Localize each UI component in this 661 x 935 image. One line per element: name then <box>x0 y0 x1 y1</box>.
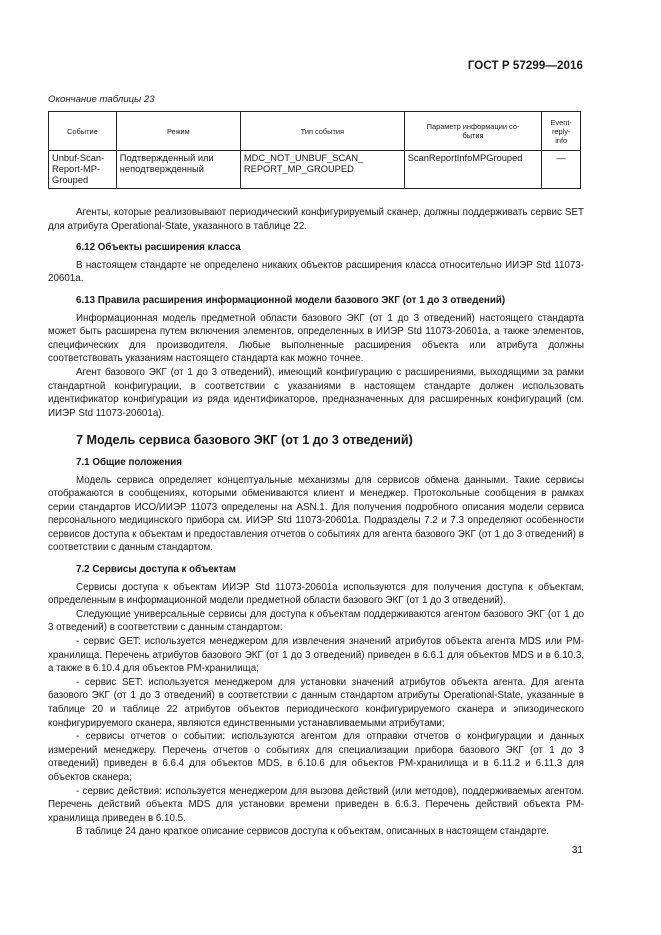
section-heading-6-12: 6.12 Объекты расширения класса <box>76 242 241 254</box>
table-cell: Подтвержденный или неподтвержденный <box>116 151 240 189</box>
col-header-reply-info: Event- reply- info <box>542 112 581 151</box>
standard-header: ГОСТ Р 57299—2016 <box>467 60 583 72</box>
list-item: - сервисы отчетов о событии: используются агентом для отправки отчетов о конфигурации и данных измерений менеджеру. Перечень отчетов о событиях для специализации прибора базового ЭКГ (от 1 до 3 отведений) приведен в 6.6.4 для объектов MDS, в 6.10.6 для объектов PM-хранилища и в 6.11.2 и 6.11.3 для объектов сканера; <box>48 731 584 783</box>
table-header-row <box>49 112 581 151</box>
table-cell: ScanReportInfoMPGrouped <box>404 151 542 189</box>
table-caption: Окончание таблицы 23 <box>48 94 155 105</box>
col-header-event-type: Тип события <box>240 112 404 151</box>
paragraph: Модель сервиса определяет концептуальные механизмы для сервисов обмена данными. Такие сервисы отображаются в сообщениях, которыми обмениваются клиент и менеджер. Протокольные сообщения в рамках серии стандартов ИСО/ИИЭР 11073 определены на ASN.1. Для получения подробного описания модели сервиса персонального медицинского прибора см. ИИЭР Std 11073-20601a. Подразделы 7.2 и 7.3 определяют особенности сервисов доступа к объектам и предоставления отчетов о событиях для агента базового ЭКГ (от 1 до 3 отведений) в соответствии с данным стандартом. <box>48 474 584 554</box>
paragraph: Агент базового ЭКГ (от 1 до 3 отведений), имеющий конфигурацию с расширениями, выходящими за рамки стандартной конфигурации, в соответствии с указаниями в настоящем стандарте должен использовать идентификатор конфигурации из ряда идентификаторов, предназначенных для расширенных конфигураций (см. ИИЭР Std 11073-20601a). <box>48 366 584 419</box>
col-header-mode: Режим <box>116 112 240 151</box>
list-item: - сервис действия: используется менеджером для вызова действий (или методов), поддерживаемых агентом. Перечень действий объекта MDS для установки времени приведен в 6.6.3. Перечень действий объекта PM-хранилища приведен в 6.10.5. <box>48 785 584 824</box>
table-cell: Unbuf-Scan- Report-MP- Grouped <box>49 151 117 189</box>
col-header-event-info: Параметр информации со- бытия <box>404 112 542 151</box>
paragraph: Агенты, которые реализовывают периодический конфигурируемый сканер, должны поддерживать сервис SET для атрибута Operational-State, указанного в таблице 22. <box>48 207 584 232</box>
table-cell: MDC_NOT_UNBUF_SCAN_ REPORT_MP_GROUPED <box>240 151 404 189</box>
paragraph: Сервисы доступа к объектам ИИЭР Std 11073-20601a используются для получения доступа к объектам, определенным в информационной модели предметной области базового ЭКГ (от 1 до 3 отведений). <box>48 581 584 607</box>
section-heading-7-1: 7.1 Общие положения <box>76 456 183 468</box>
table-23 <box>48 111 581 189</box>
paragraph: В таблице 24 дано краткое описание сервисов доступа к объектам, описанных в настоящем стандарте. <box>76 826 549 838</box>
list-item: - сервис SET: используется менеджером для установки значений атрибутов объекта агента. Для агента базового ЭКГ (от 1 до 3 отведений) в соответствии с данным стандартом атрибуты Operational-State, указанные в таблице 20 и таблице 22 атрибутов объектов периодического конфигурируемого сканера и эпизодического конфигурируемого сканера, являются единственными устанавливаемыми атрибутами; <box>48 676 584 729</box>
table-row <box>49 151 581 189</box>
paragraph: Следующие универсальные сервисы для доступа к объектам поддерживаются агентом базового ЭКГ (от 1 до 3 отведений) в соответствии с данным стандартом: <box>48 608 584 634</box>
document-body <box>48 206 584 839</box>
table-cell: — <box>542 151 581 189</box>
page-number: 31 <box>571 845 583 856</box>
paragraph: Информационная модель предметной области базового ЭКГ (от 1 до 3 отведений) настоящего стандарта может быть расширена путем включения элементов, определенных в ИИЭР Std 11073-20601a, а также элементов, специфических для производителя. Любые выполненные расширения объекта или атрибута должны соответствовать указаниям настоящего стандарта как можно точнее. <box>48 312 584 365</box>
paragraph: В настоящем стандарте не определено никаких объектов расширения класса относительно ИИЭР Std 11073-20601a. <box>48 259 584 285</box>
section-heading-7-2: 7.2 Сервисы доступа к объектам <box>76 564 237 576</box>
col-header-event: Событие <box>49 112 117 151</box>
chapter-heading-7: 7 Модель сервиса базового ЭКГ (от 1 до 3 отведений) <box>76 433 413 448</box>
list-item: - сервис GET: используется менеджером для извлечения значений атрибутов объекта агента MDS или PM-хранилища. Перечень атрибутов базового ЭКГ (от 1 до 3 отведений) приведен в 6.6.1 для объектов MDS и в 6.10.3, а также в 6.10.4 для объектов PM-хранилища; <box>48 636 584 675</box>
section-heading-6-13: 6.13 Правила расширения информационной модели базового ЭКГ (от 1 до 3 отведений) <box>76 294 506 306</box>
